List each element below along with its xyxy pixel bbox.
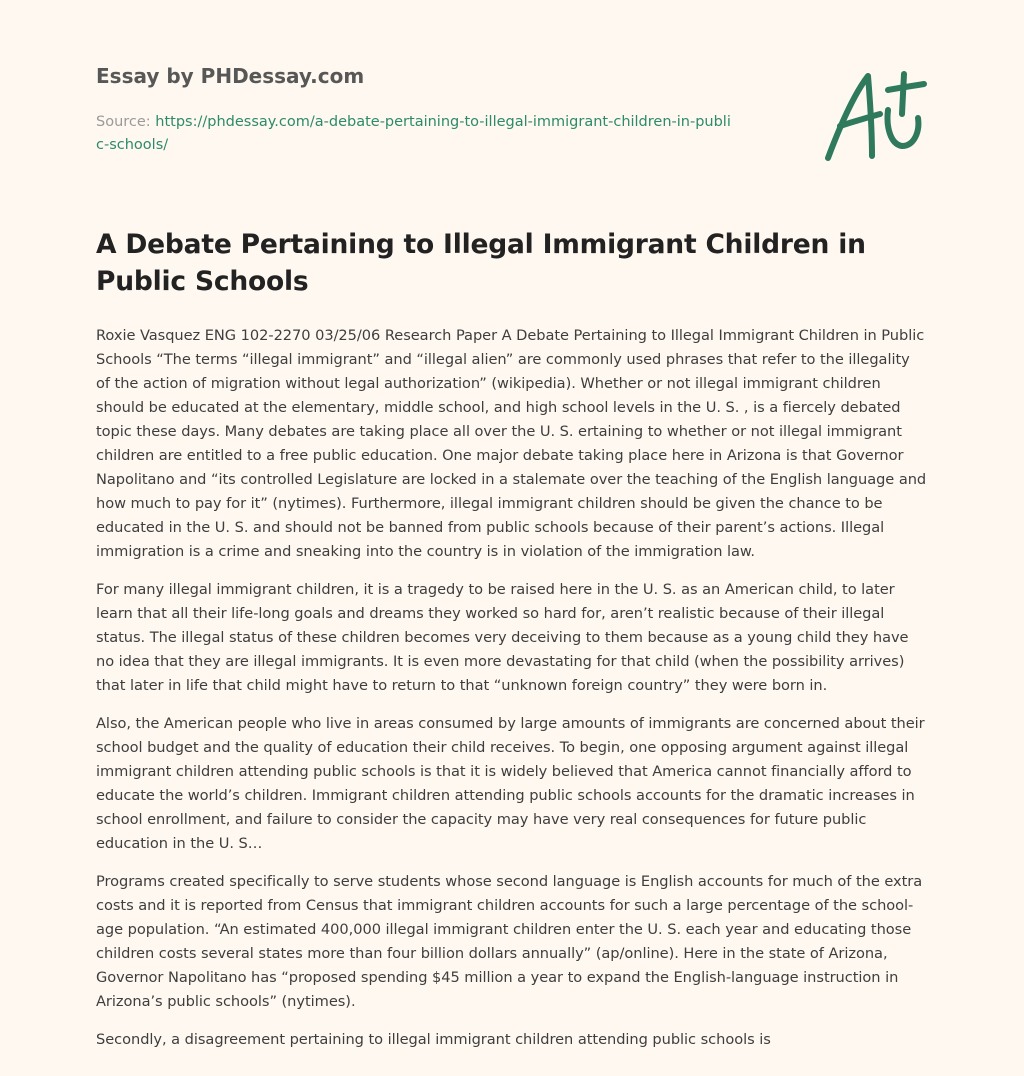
source-label: Source: — [96, 114, 151, 130]
a-plus-logo-icon — [818, 66, 930, 166]
essay-body — [96, 324, 928, 1066]
source-link[interactable]: https://phdessay.com/a-debate-pertaining-to-illegal-immigrant-children-in-public-schools/ — [96, 114, 731, 153]
essay-paragraph: Roxie Vasquez ENG 102-2270 03/25/06 Research Paper A Debate Pertaining to Illegal Immigrant Children in Public Schools “The terms “illegal immigrant” and “illegal alien” are commonly used phrases that refer to the illegality of the action of migration without legal authorization” (wikipedia). Whether or not illegal immigrant children should be educated at the elementary, middle school, and high school levels in the U. S. , is a fiercely debated topic these days. Many debates are taking place all over the U. S. ertaining to whether or not illegal immigrant children are entitled to a free public education. One major debate taking place here in Arizona is that Governor Napolitano and “its controlled Legislature are locked in a stalemate over the teaching of the English language and how much to pay for it” (nytimes). Furthermore, illegal immigrant children should be given the chance to be educated in the U. S. and should not be banned from public schools because of their parent’s actions. Illegal immigration is a crime and sneaking into the country is in violation of the immigration law. — [96, 327, 927, 560]
essay-paragraph: Also, the American people who live in areas consumed by large amounts of immigrants are concerned about their school budget and the quality of education their child receives. To begin, one opposing argument against illegal immigrant children attending public schools is that it is widely believed that America cannot financially afford to educate the world’s children. Immigrant children attending public schools accounts for the dramatic increases in school enrollment, and failure to consider the capacity may have very real consequences for future public education in the U. S… — [96, 715, 925, 852]
source-line — [96, 111, 736, 157]
essay-paragraph: For many illegal immigrant children, it is a tragedy to be raised here in the U. S. as an American child, to later learn that all their life-long goals and dreams they worked so hard for, aren’t realistic because of their illegal status. The illegal status of these children becomes very deceiving to them because as a young child they have no idea that they are illegal immigrants. It is even more devastating for that child (when the possibility arrives) that later in life that child might have to return to that “unknown foreign country” they were born in. — [96, 581, 909, 694]
essay-paragraph: Programs created specifically to serve students whose second language is English accounts for much of the extra costs and it is reported from Census that immigrant children accounts for such a large percentage of the school-age population. “An estimated 400,000 illegal immigrant children enter the U. S. each year and educating those children costs several states more than four billion dollars annually” (ap/online). Here in the state of Arizona, Governor Napolitano has “proposed spending $45 million a year to expand the English-language instruction in Arizona’s public schools” (nytimes). — [96, 873, 923, 1010]
essay-title: A Debate Pertaining to Illegal Immigrant Children in Public Schools — [96, 229, 866, 297]
essay-paragraph: Secondly, a disagreement pertaining to illegal immigrant children attending public schools is — [96, 1031, 771, 1048]
site-brand: Essay by PHDessay.com — [96, 64, 365, 88]
